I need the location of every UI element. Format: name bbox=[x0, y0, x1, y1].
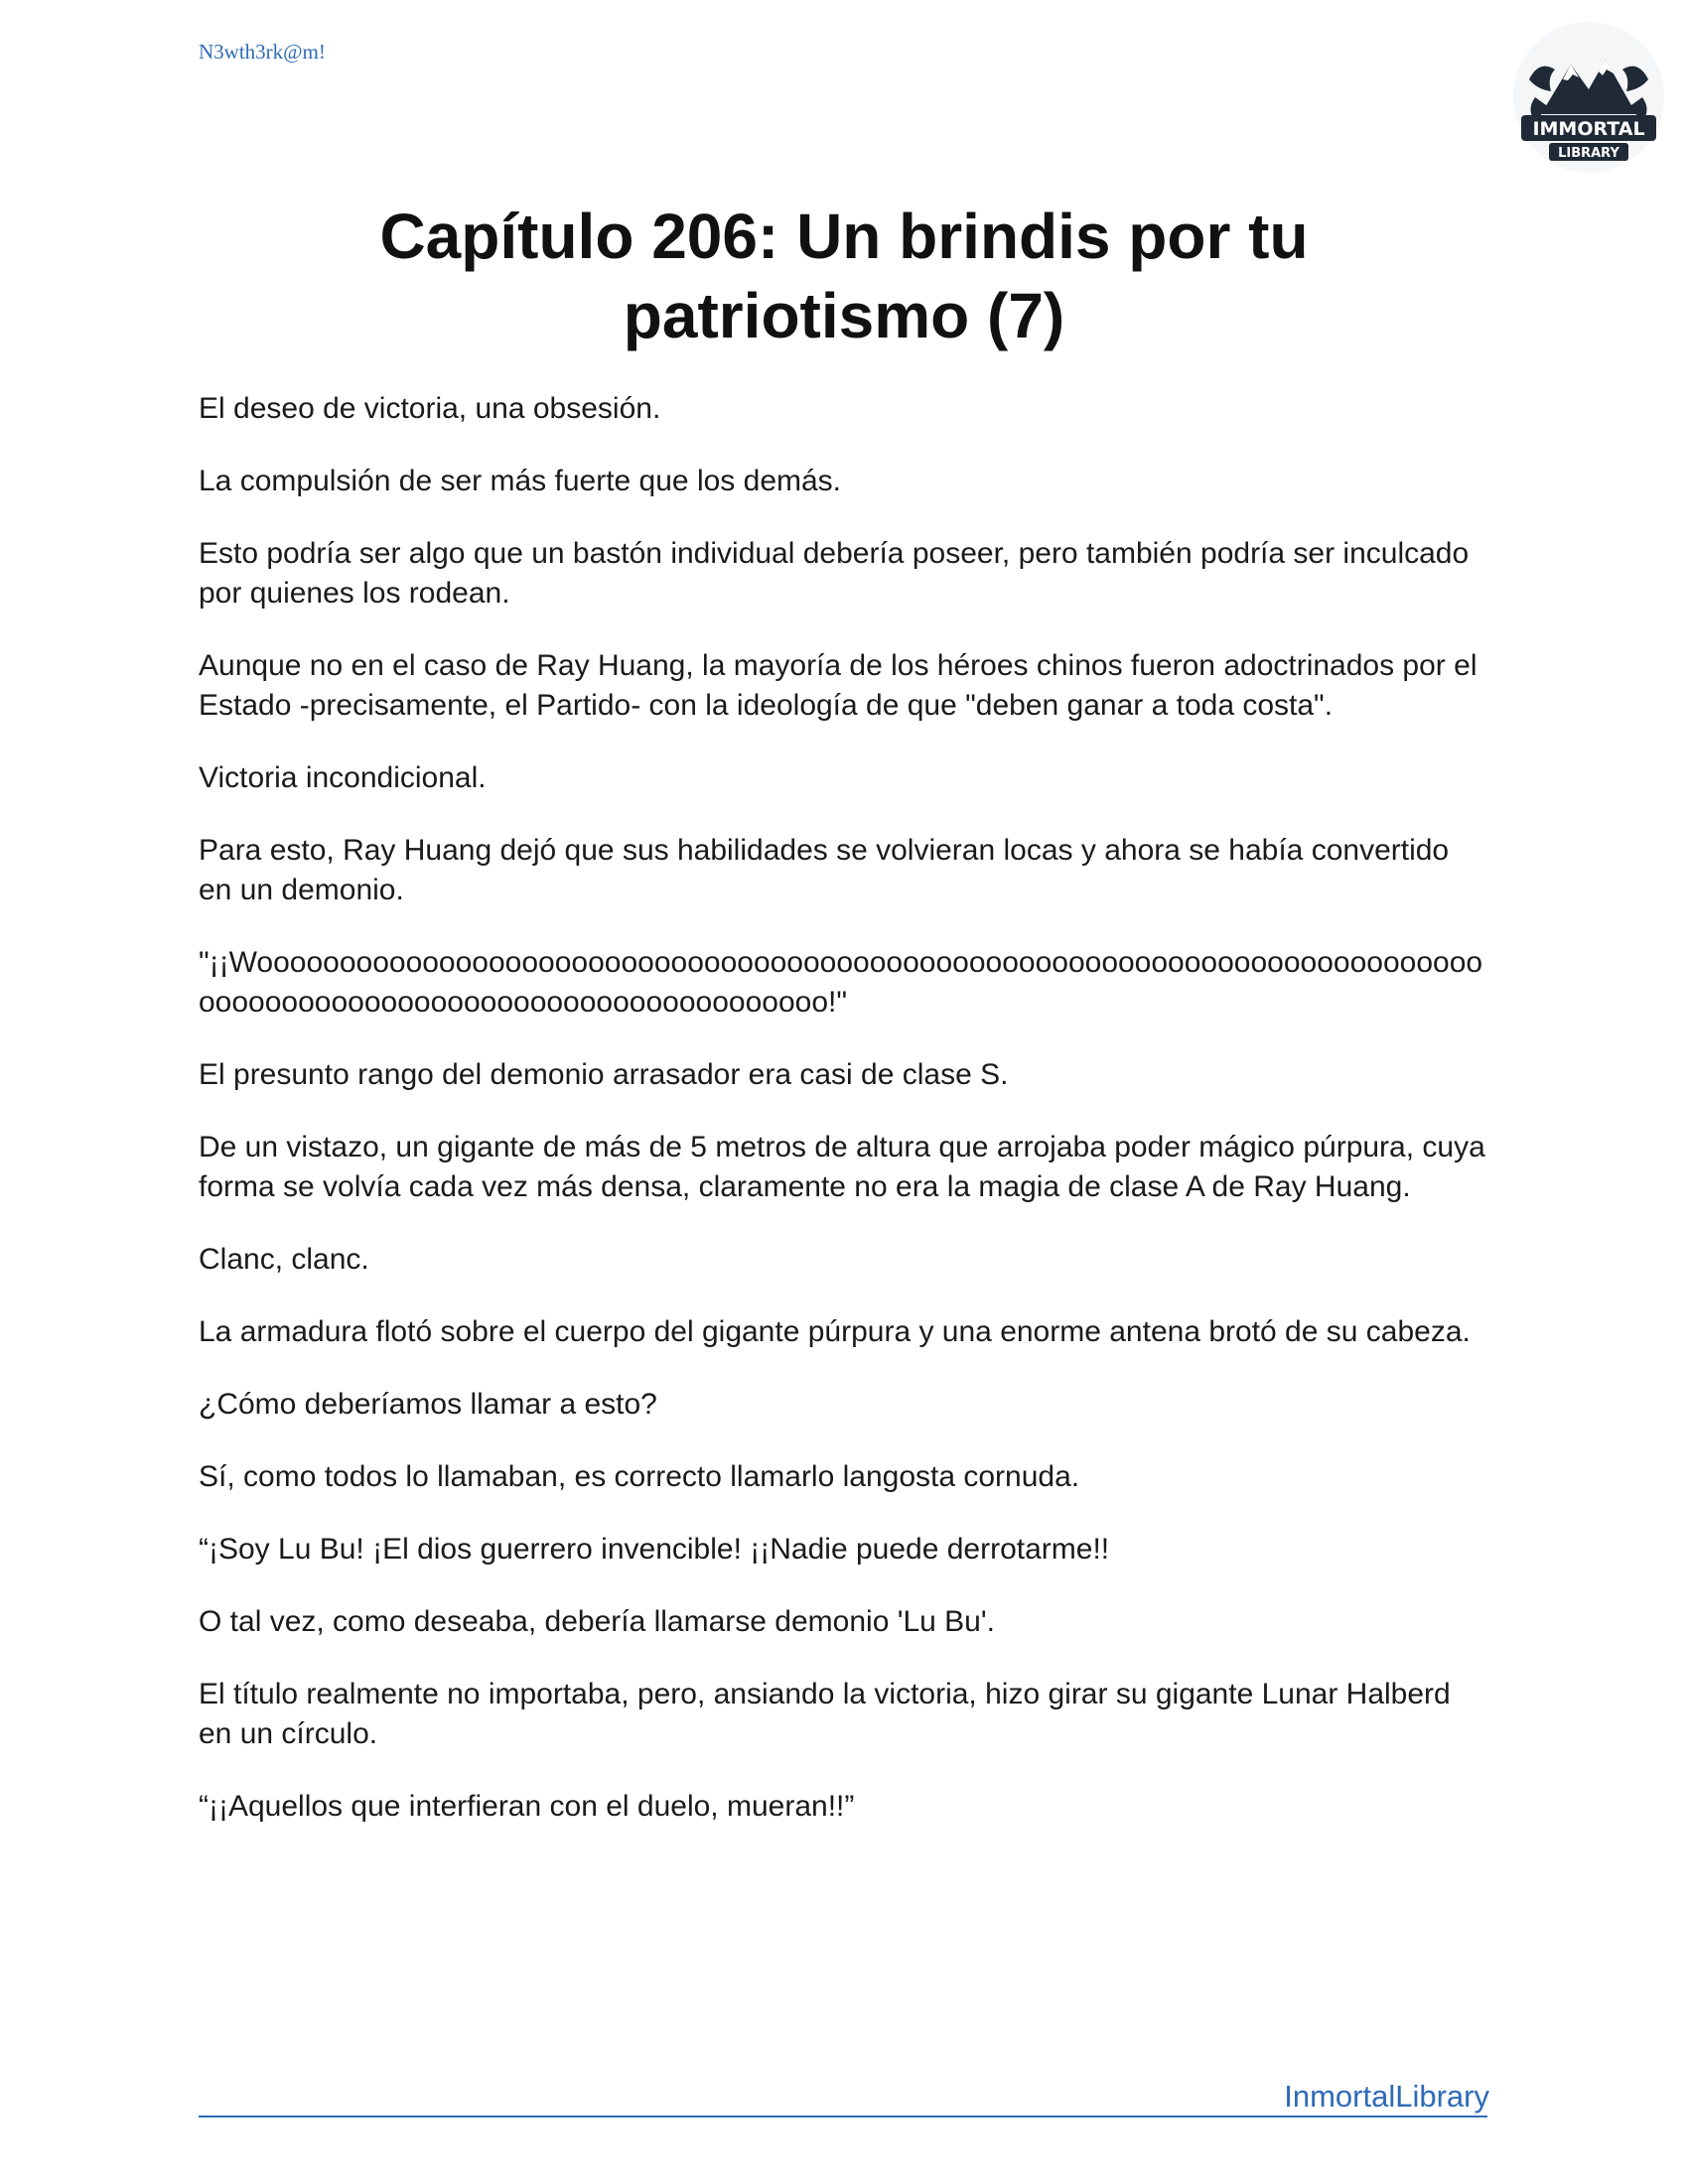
chapter-title bbox=[199, 197, 1489, 355]
paragraph: Aunque no en el caso de Ray Huang, la mayoría de los héroes chinos fueron adoctrinados por el Estado -precisamente, el Partido- con la ideología de que "deben ganar a toda costa". bbox=[199, 649, 1477, 722]
paragraph: “¡¡Aquellos que interfieran con el duelo, mueran!!” bbox=[199, 1790, 855, 1823]
paragraph: La compulsión de ser más fuerte que los demás. bbox=[199, 465, 842, 497]
chapter-title-line-2: patriotismo (7) bbox=[623, 280, 1065, 351]
chapter-body bbox=[199, 389, 1489, 1859]
paragraph: De un vistazo, un gigante de más de 5 metros de altura que arrojaba poder mágico púrpura, cuya forma se volvía cada vez más densa, claramente no era la magia de clase A de Ray Huang. bbox=[199, 1131, 1485, 1203]
immortal-library-logo bbox=[1511, 20, 1666, 175]
paragraph: Para esto, Ray Huang dejó que sus habilidades se volvieran locas y ahora se había convertido en un demonio. bbox=[199, 834, 1450, 906]
logo-text-bottom: LIBRARY bbox=[1558, 146, 1619, 161]
paragraph: “¡Soy Lu Bu! ¡El dios guerrero invencible! ¡¡Nadie puede derrotarme!! bbox=[199, 1533, 1110, 1566]
paragraph: Clanc, clanc. bbox=[199, 1243, 369, 1276]
paragraph: ¿Cómo deberíamos llamar a esto? bbox=[199, 1388, 657, 1421]
paragraph: La armadura flotó sobre el cuerpo del gigante púrpura y una enorme antena brotó de su cabeza. bbox=[199, 1315, 1471, 1348]
paragraph: El título realmente no importaba, pero, ansiando la victoria, hizo girar su gigante Lunar Halberd en un círculo. bbox=[199, 1678, 1451, 1750]
paragraph: O tal vez, como deseaba, debería llamarse demonio 'Lu Bu'. bbox=[199, 1605, 995, 1638]
paragraph: Esto podría ser algo que un bastón individual debería poseer, pero también podría ser inculcado por quienes los rodean. bbox=[199, 537, 1470, 610]
footer-link-inmortal-library[interactable]: InmortalLibrary bbox=[1284, 2079, 1489, 2114]
paragraph: El presunto rango del demonio arrasador era casi de clase S. bbox=[199, 1058, 1009, 1091]
logo-text-top: IMMORTAL bbox=[1532, 118, 1645, 140]
header-watermark-text: N3wth3rk@m! bbox=[199, 40, 326, 64]
chapter-title-line-1: Capítulo 206: Un brindis por tu bbox=[379, 201, 1309, 272]
paragraph: Victoria incondicional. bbox=[199, 761, 487, 794]
paragraph: Sí, como todos lo llamaban, es correcto llamarlo langosta cornuda. bbox=[199, 1460, 1080, 1493]
paragraph: El deseo de victoria, una obsesión. bbox=[199, 392, 661, 425]
footer-divider bbox=[199, 2116, 1487, 2117]
paragraph: "¡¡Woooooooooooooooooooooooooooooooooooooooooooooooooooooooooooooooooooooooooooooooooooooooooooooooooooooooooooooooo!" bbox=[199, 946, 1483, 1019]
